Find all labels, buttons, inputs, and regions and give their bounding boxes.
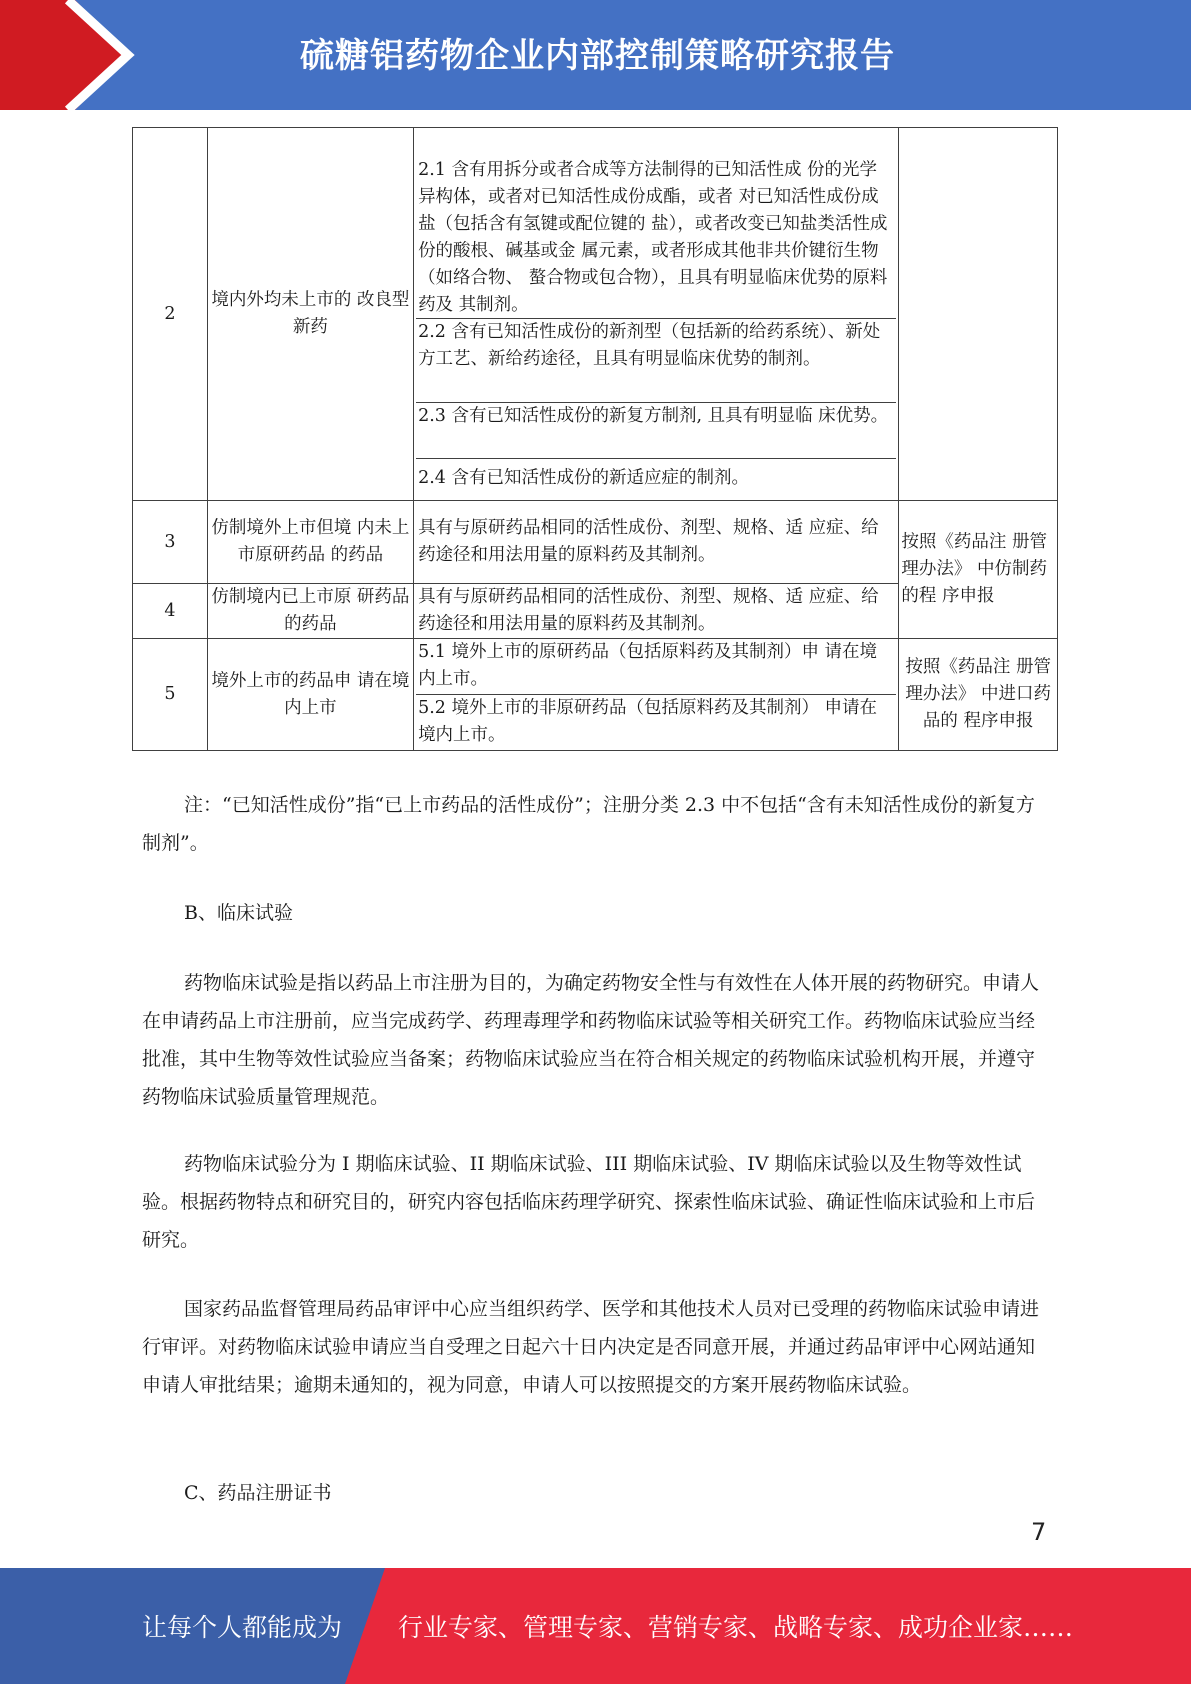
row-number: 3 xyxy=(133,501,208,584)
page-header xyxy=(0,0,1191,110)
procedure-cell: 按照《药品注 册管理办法》 中仿制药的程 序申报 xyxy=(899,501,1058,639)
paragraph-3: 国家药品监督管理局药品审评中心应当组织药学、医学和其他技术人员对已受理的药物临床试验申请进行审评。对药物临床试验申请应当自受理之日起六十日内决定是否同意开展，并通过药品审评中心网站通知申请人审批结果；逾期未通知的，视为同意，申请人可以按照提交的方案开展药物临床试验。 xyxy=(142,1298,1040,1396)
heading-clinical-trials: B、临床试验 xyxy=(184,902,293,924)
row-number: 2 xyxy=(133,128,208,501)
sub-item: 5.2 境外上市的非原研药品（包括原料药及其制剂） 申请在境内上市。 xyxy=(418,698,878,745)
category-name: 境内外均未上市的 改良型新药 xyxy=(207,128,413,501)
page-number: 7 xyxy=(1031,1518,1047,1546)
note-paragraph xyxy=(142,786,1048,862)
category-description xyxy=(414,501,899,584)
report-title: 硫糖铝药物企业内部控制策略研究报告 xyxy=(300,36,895,76)
table-row xyxy=(133,639,1058,751)
footer-slogan-left: 让每个人都能成为 xyxy=(142,1613,343,1642)
paragraph xyxy=(142,1145,1048,1259)
category-name: 境外上市的药品申 请在境内上市 xyxy=(207,639,413,751)
category-description xyxy=(414,639,899,751)
sub-item: 具有与原研药品相同的活性成份、剂型、规格、适 应症、给药途径和用法用量的原料药及其制剂。 xyxy=(418,518,879,565)
heading-registration-certificate: C、药品注册证书 xyxy=(184,1482,332,1504)
paragraph-1: 药物临床试验是指以药品上市注册为目的，为确定药物安全性与有效性在人体开展的药物研究。申请人在申请药品上市注册前，应当完成药学、药理毒理学和药物临床试验等相关研究工作。药物临床试验应当经批准，其中生物等效性试验应当备案；药物临床试验应当在符合相关规定的药物临床试验机构开展，并遵守药物临床试验质量管理规范。 xyxy=(142,972,1040,1108)
procedure-cell: 按照《药品注 册管理办法》 中进口药品的 程序申报 xyxy=(899,639,1058,751)
sub-item: 2.1 含有用拆分或者合成等方法制得的已知活性成 份的光学异构体，或者对已知活性成份成酯，或者 对已知活性成份成盐（包括含有氢键或配位键的 盐），或者改变已知盐类活性成份的酸根、碱基或金 属元素，或者形成其他非共价键衍生物（如络合物、 螯合物或包合物），且具有明显临床优势的原料药及 其制剂。 xyxy=(416,129,896,319)
header-chevron-icon xyxy=(0,0,155,110)
category-name: 仿制境内已上市原 研药品的药品 xyxy=(207,584,413,639)
footer-slogan-right: 行业专家、管理专家、营销专家、战略专家、成功企业家…… xyxy=(398,1613,1074,1642)
row-number: 5 xyxy=(133,639,208,751)
category-description xyxy=(414,128,899,501)
procedure-cell xyxy=(899,128,1058,501)
table-row xyxy=(133,128,1058,501)
paragraph-2: 药物临床试验分为 I 期临床试验、II 期临床试验、III 期临床试验、IV 期临床试验以及生物等效性试验。根据药物特点和研究目的，研究内容包括临床药理学研究、探索性临床试验、确证性临床试验和上市后研究。 xyxy=(142,1153,1036,1251)
table-row xyxy=(133,501,1058,584)
page-footer xyxy=(0,1568,1191,1684)
section-b xyxy=(142,894,1048,932)
sub-item: 5.1 境外上市的原研药品（包括原料药及其制剂）申 请在境内上市。 xyxy=(416,639,896,695)
sub-item: 2.3 含有已知活性成份的新复方制剂, 且具有明显临 床优势。 xyxy=(416,403,896,459)
category-description xyxy=(414,584,899,639)
sub-item: 2.4 含有已知活性成份的新适应症的制剂。 xyxy=(418,467,749,488)
paragraph xyxy=(142,964,1048,1116)
registration-category-table xyxy=(132,127,1058,751)
row-number: 4 xyxy=(133,584,208,639)
category-name: 仿制境外上市但境 内未上市原研药品 的药品 xyxy=(207,501,413,584)
sub-item: 具有与原研药品相同的活性成份、剂型、规格、适 应症、给药途径和用法用量的原料药及其制剂。 xyxy=(418,587,879,634)
sub-item: 2.2 含有已知活性成份的新剂型（包括新的给药系统）、新处方工艺、新给药途径，且具有明显临床优势的制剂。 xyxy=(416,319,896,403)
table-note: 注：“已知活性成份”指“已上市药品的活性成份”；注册分类 2.3 中不包括“含有未知活性成份的新复方制剂”。 xyxy=(142,794,1035,854)
section-c xyxy=(142,1474,1048,1512)
paragraph xyxy=(142,1290,1048,1404)
